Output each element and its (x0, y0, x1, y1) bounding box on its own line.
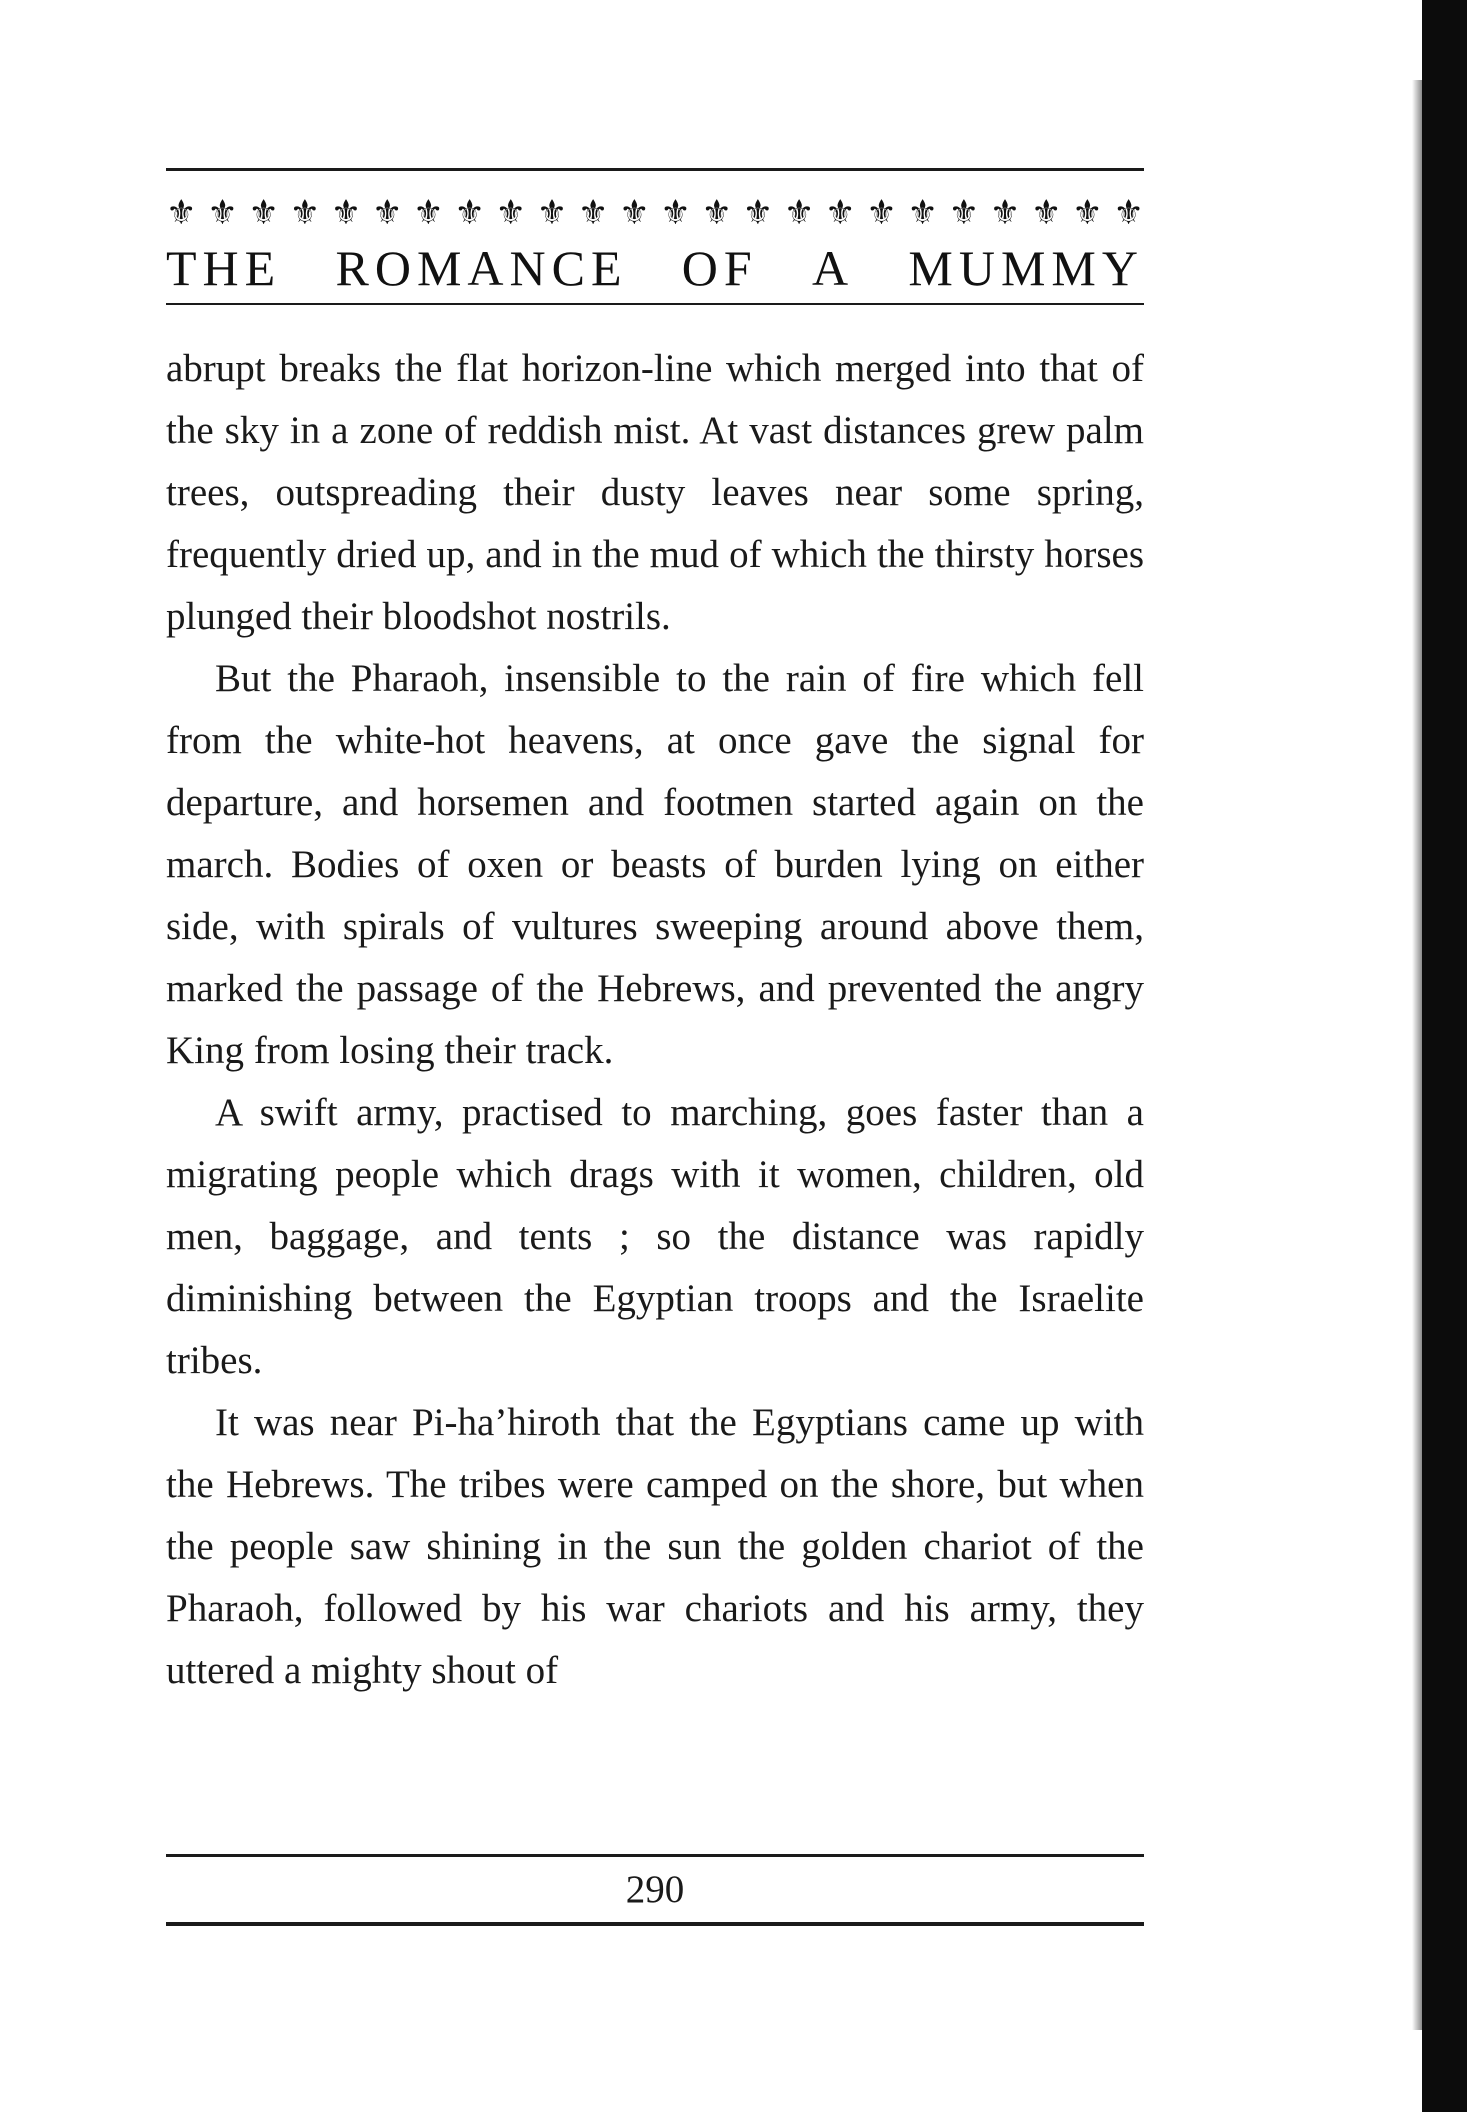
fleur-de-lis-icon: ⚜ (248, 193, 279, 233)
fleur-de-lis-icon: ⚜ (454, 193, 485, 233)
paragraph-1: abrupt breaks the flat horizon-line which merged into that of the sky in a zone of reddish mist. At vast distances grew palm trees, outspreading their dusty leaves near some spring, frequently dried up, and in the mud of which the thirsty horses plunged their bloodshot nostrils. (166, 347, 1144, 638)
paragraph-2: But the Pharaoh, insensible to the rain of fire which fell from the white-hot heavens, at once gave the signal for departure, and horsemen and footmen started again on the march. Bodies of oxen or beasts of burden lying on either side, with spirals of vultures sweeping around above them, marked the passage of the Hebrews, and prevented the angry King from losing their track. (166, 657, 1144, 1072)
fleur-de-lis-icon: ⚜ (1113, 193, 1144, 233)
fleur-de-lis-icon: ⚜ (866, 193, 897, 233)
fleur-de-lis-icon: ⚜ (371, 193, 403, 233)
running-title-text: THE ROMANCE OF A MUMMY (166, 240, 1144, 296)
scan-dark-edge (1422, 0, 1467, 2112)
fleur-de-lis-icon: ⚜ (783, 193, 815, 233)
fleur-de-lis-icon: ⚜ (330, 193, 362, 233)
running-title (166, 238, 1144, 298)
header-bottom-rule (166, 303, 1144, 305)
ornament-band (166, 188, 1144, 238)
fleur-de-lis-icon: ⚜ (989, 193, 1021, 233)
fleur-de-lis-icon: ⚜ (207, 193, 238, 233)
fleur-de-lis-icon: ⚜ (701, 193, 732, 233)
fleur-de-lis-icon: ⚜ (1030, 193, 1062, 233)
paragraph-3: A swift army, practised to marching, goes faster than a migrating people which drags with it women, children, old men, baggage, and tents ; so the distance was rapidly diminishing between the Egyptian troops and the Israelite tribes. (166, 1091, 1144, 1382)
footer-top-rule (166, 1854, 1144, 1857)
fleur-de-lis-icon: ⚜ (166, 193, 197, 233)
fleur-de-lis-icon: ⚜ (577, 193, 609, 233)
footer-bottom-rule (166, 1922, 1144, 1926)
fleur-de-lis-icon: ⚜ (907, 193, 938, 233)
fleur-de-lis-icon: ⚜ (536, 193, 568, 233)
fleur-de-lis-icon: ⚜ (825, 193, 856, 233)
paragraph-4: It was near Pi-ha’hiroth that the Egyptians came up with the Hebrews. The tribes were camped on the shore, but when the people saw shining in the sun the golden chariot of the Pharaoh, followed by his war chariots and his army, they uttered a mighty shout of (166, 1401, 1144, 1692)
fleur-de-lis-icon: ⚜ (495, 193, 526, 233)
fleur-de-lis-icon: ⚜ (413, 193, 444, 233)
fleur-de-lis-icon: ⚜ (1072, 193, 1103, 233)
fleur-de-lis-icon: ⚜ (948, 193, 980, 233)
fleur-de-lis-icon: ⚜ (660, 193, 691, 233)
page-body (166, 338, 1144, 1702)
fleur-de-lis-icon: ⚜ (289, 193, 321, 233)
fleur-de-lis-icon: ⚜ (742, 193, 774, 233)
fleur-de-lis-icon: ⚜ (619, 193, 650, 233)
page-number: 290 (625, 1868, 685, 1911)
header-top-rule (166, 168, 1144, 171)
